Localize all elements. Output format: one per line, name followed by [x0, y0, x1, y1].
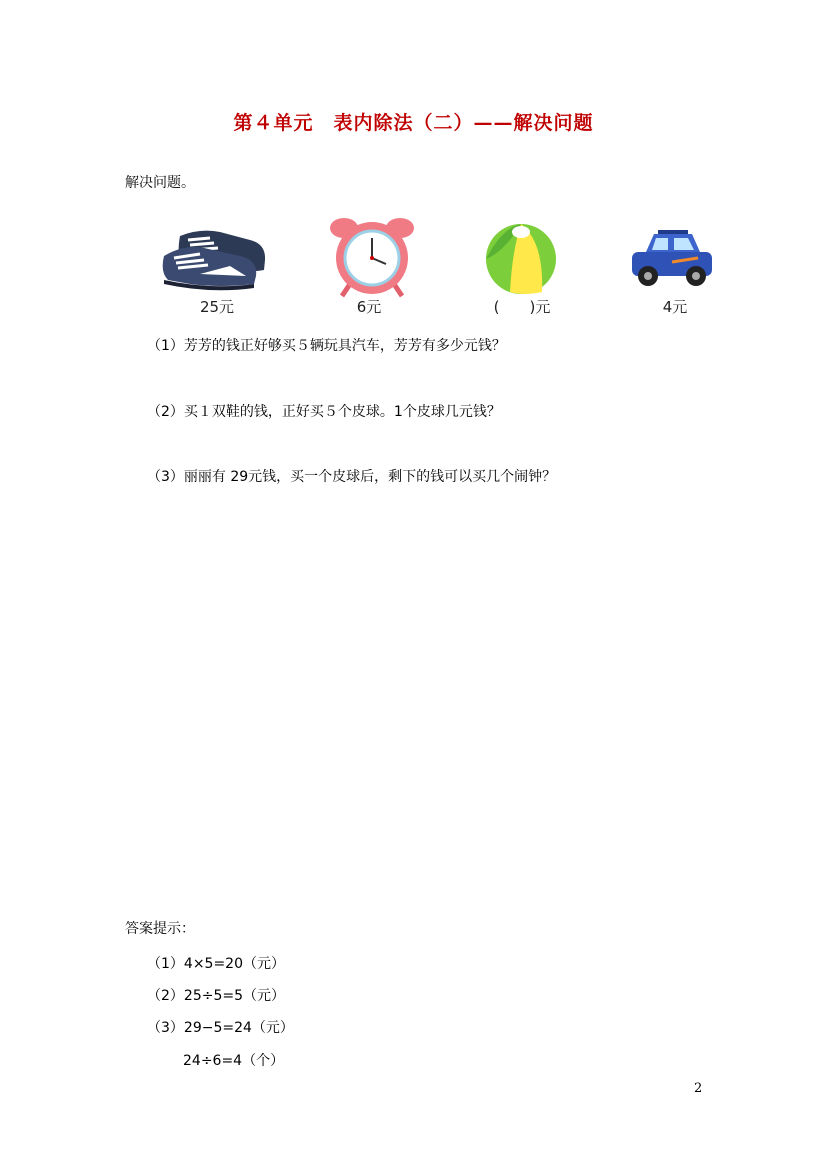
- shoes-price: 25元: [199, 298, 235, 316]
- page-title: 第４单元 表内除法（二）——解决问题: [233, 112, 594, 134]
- toy-car-price: 4元: [662, 298, 688, 316]
- answer-2: （2）25÷5=5（元）: [147, 988, 285, 1004]
- instruction-text: 解决问题。: [125, 175, 195, 191]
- question-3: （3）丽丽有 29元钱，买一个皮球后，剩下的钱可以买几个闹钟？: [147, 469, 557, 485]
- answer-hint-label: 答案提示：: [125, 921, 195, 937]
- alarm-clock-price: 6元: [356, 298, 382, 316]
- question-1: （1）芳芳的钱正好够买５辆玩具汽车，芳芳有多少元钱？: [147, 338, 506, 354]
- shoes-image: [160, 218, 270, 300]
- answer-3-step-2: 24÷6=4（个）: [183, 1053, 285, 1069]
- alarm-clock-image: [326, 214, 418, 302]
- question-2: （2）买１双鞋的钱，正好买５个皮球。1个皮球几元钱？: [147, 404, 501, 420]
- page-number: 2: [694, 1081, 703, 1096]
- ball-price: ( )元: [493, 298, 551, 316]
- answer-1: （1）4×5=20（元）: [147, 956, 285, 972]
- toy-car-image: [628, 228, 718, 292]
- answer-3: （3）29−5=24（元）: [147, 1020, 294, 1036]
- ball-image: [484, 222, 558, 300]
